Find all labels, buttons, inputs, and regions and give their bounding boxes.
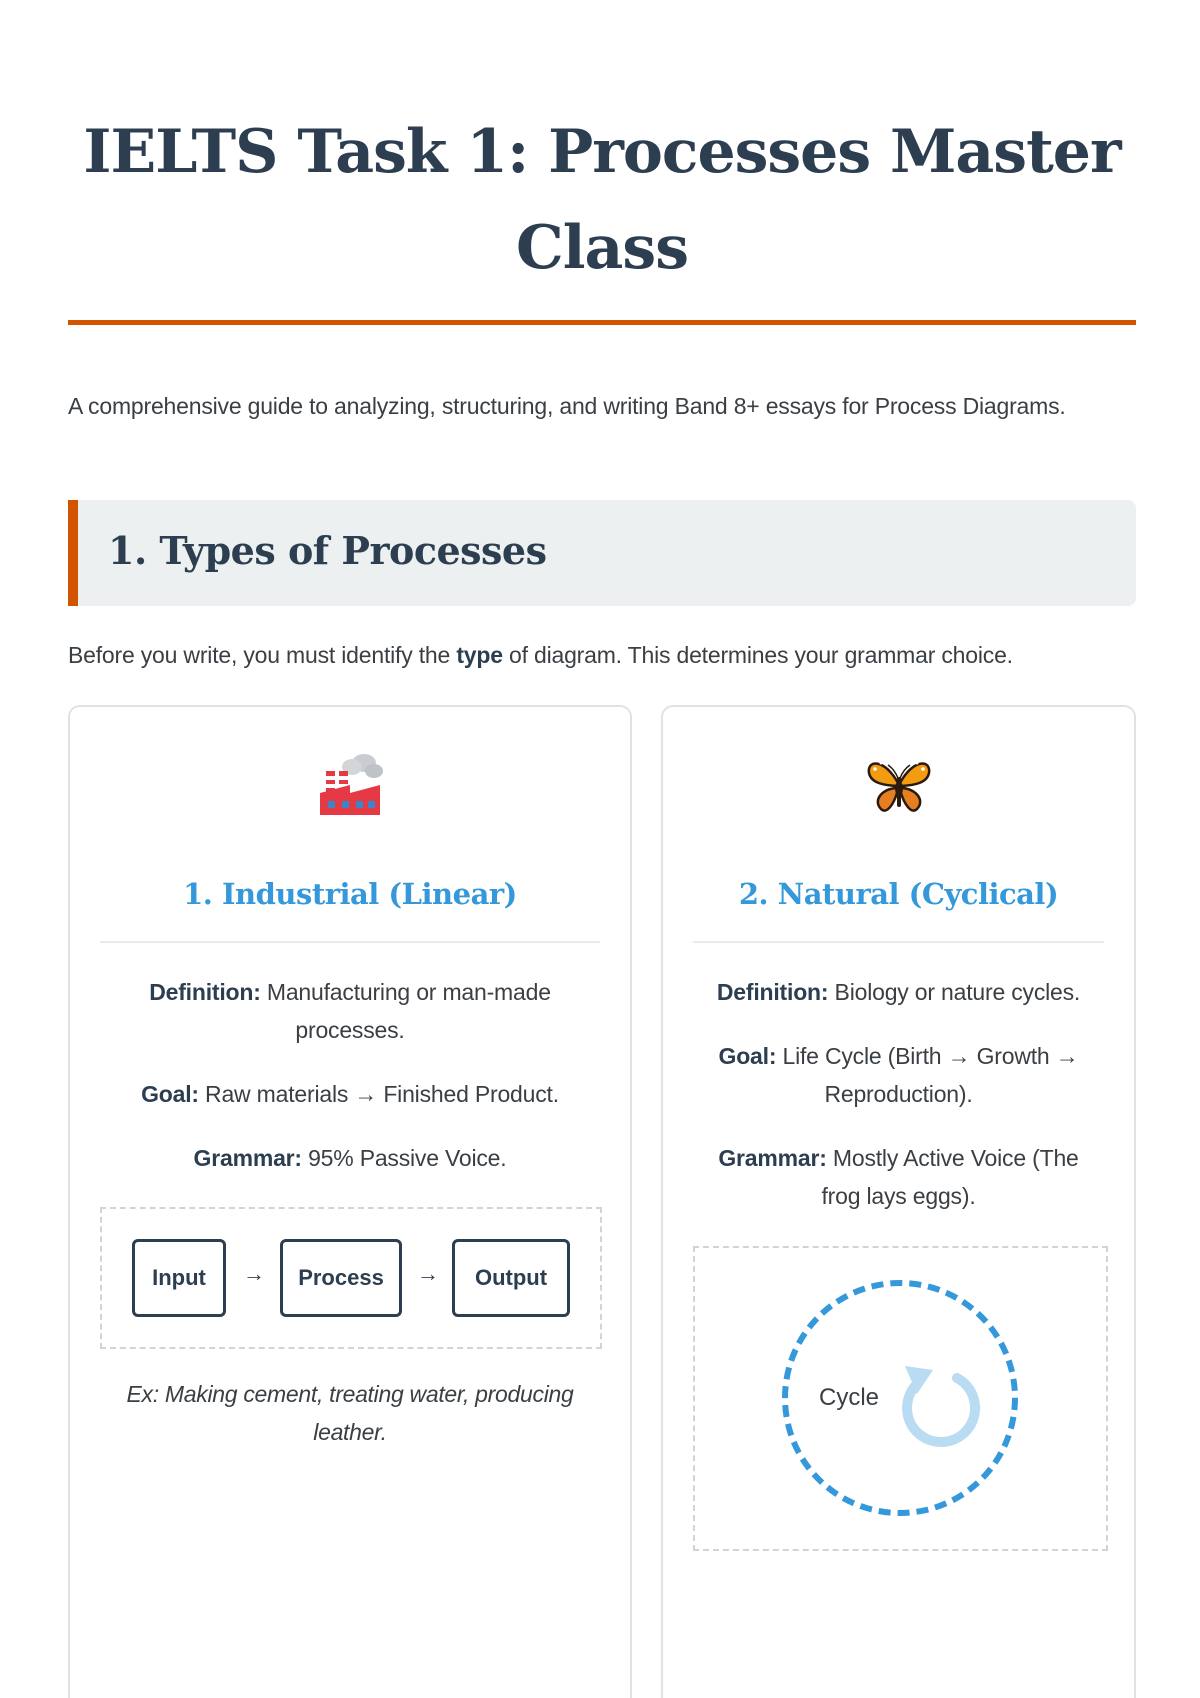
card-title-industrial: 1. Industrial (Linear)	[183, 877, 517, 911]
cycle-graphic	[695, 1248, 1106, 1549]
definition-industrial	[106, 973, 594, 1049]
grammar-industrial	[106, 1139, 594, 1177]
definition-label: Definition:	[716, 979, 829, 1005]
grammar-text: 95% Passive Voice.	[301, 1145, 507, 1171]
example-industrial: Ex: Making cement, treating water, producing leather.	[126, 1381, 574, 1445]
lead-text-end: of diagram. This determines your grammar choice.	[502, 642, 1013, 668]
section-header-types	[68, 500, 1136, 606]
grammar-text: Mostly Active Voice (The frog lays eggs).	[821, 1145, 1079, 1209]
intro-text: A comprehensive guide to analyzing, structuring, and writing Band 8+ essays for Process Diagrams.	[68, 393, 1066, 419]
cycle-diagram	[693, 1246, 1108, 1551]
flow-arrow-icon: →	[243, 1261, 265, 1286]
flow-step-output: Output	[452, 1239, 570, 1317]
grammar-natural	[699, 1139, 1098, 1215]
butterfly-icon	[663, 749, 1134, 826]
grammar-label: Grammar:	[193, 1145, 302, 1171]
goal-text: Life Cycle (Birth → Growth → Reproduction).	[776, 1043, 1079, 1107]
card-title-natural: 2. Natural (Cyclical)	[738, 877, 1059, 911]
flow-step-input: Input	[132, 1239, 226, 1317]
cycle-label: Cycle	[819, 1384, 880, 1411]
lead-text-start: Before you write, you must identify the	[68, 642, 457, 668]
section-heading: 1. Types of Processes	[108, 528, 547, 573]
page-title: IELTS Task 1: Processes Master Class	[83, 117, 1121, 283]
flow-step-process: Process	[280, 1239, 402, 1317]
definition-label: Definition:	[149, 979, 261, 1005]
card-natural	[661, 705, 1136, 1698]
factory-icon	[70, 749, 630, 826]
goal-industrial	[106, 1075, 594, 1113]
card-divider	[100, 941, 600, 943]
section-lead-text	[68, 642, 1013, 669]
goal-natural	[699, 1037, 1098, 1113]
refresh-arrow-icon	[905, 1366, 975, 1442]
flow-arrow-icon: →	[417, 1261, 439, 1286]
card-industrial	[68, 705, 632, 1698]
definition-text: Biology or nature cycles.	[828, 979, 1081, 1005]
definition-natural	[699, 973, 1098, 1011]
definition-text: Manufacturing or man-made processes.	[260, 979, 551, 1043]
goal-text: Raw materials → Finished Product.	[198, 1081, 559, 1107]
goal-label: Goal:	[718, 1043, 777, 1069]
grammar-label: Grammar:	[718, 1145, 827, 1171]
card-divider	[693, 941, 1104, 943]
lead-text-bold: type	[456, 642, 503, 668]
linear-flow-diagram	[100, 1207, 602, 1349]
title-divider	[68, 320, 1136, 325]
goal-label: Goal:	[141, 1081, 199, 1107]
